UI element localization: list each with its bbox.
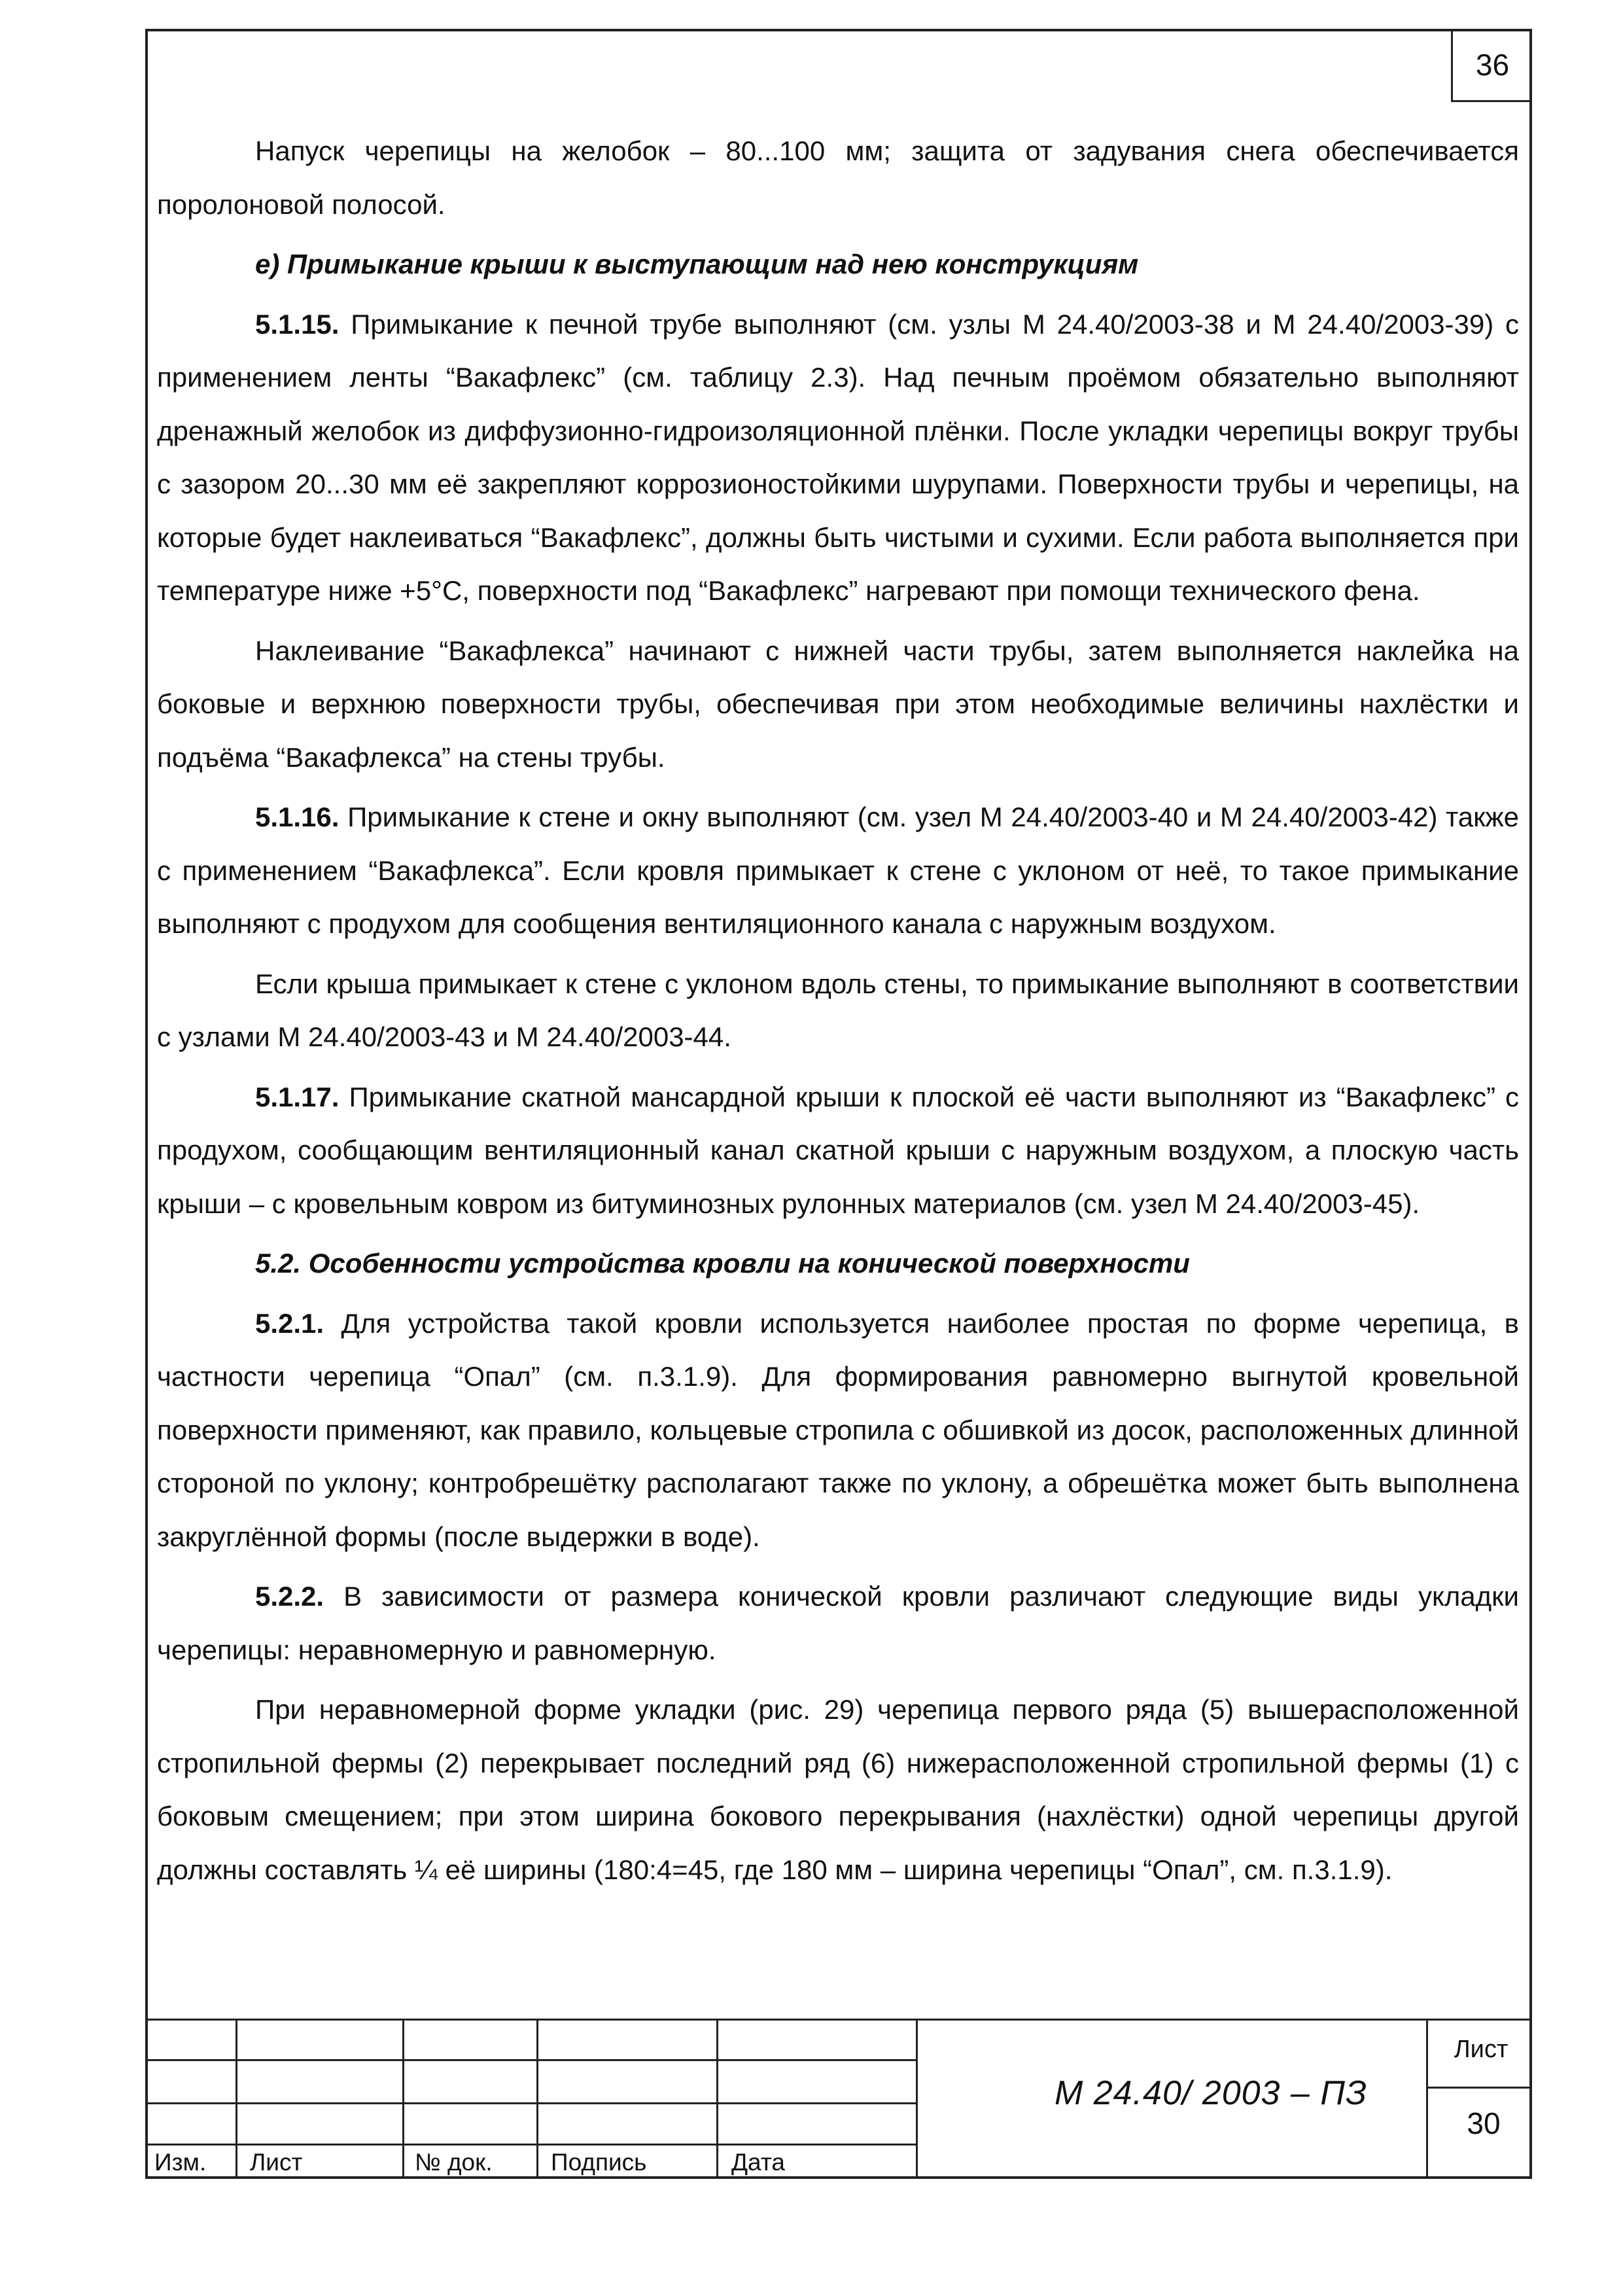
paragraph-5-2-2	[157, 1570, 1519, 1676]
title-block-rule	[236, 2019, 237, 2179]
title-block-rule	[145, 2059, 917, 2061]
sheet-number: 30	[1467, 2106, 1501, 2140]
sheet-label: Лист	[1454, 2036, 1509, 2063]
clause-number: 5.1.15.	[255, 308, 340, 340]
paragraph-5-1-17	[157, 1070, 1519, 1231]
clause-number: 5.1.17.	[255, 1081, 340, 1112]
col-doc-label: № док.	[415, 2149, 493, 2176]
clause-number: 5.2.2.	[255, 1581, 324, 1612]
heading-e: е) Примыкание крыши к выступающим над нею конструкциям	[255, 249, 1139, 279]
paragraph-9: При неравномерной форме укладки (рис. 29) черепица первого ряда (5) вышерасположенной стропильной фермы (2) перекрывает последний ряд (6) нижерасположенной стропильной фермы (1) с боковым смещением; при этом ширина бокового перекрывания (нахлёстки) одной черепицы другой должны составлять ¼ её ширины (180:4=45, где 180 мм – ширина черепицы “Опал”, см. п.3.1.9).	[157, 1694, 1519, 1885]
paragraph-1: Напуск черепицы на желобок – 80...100 мм; защита от задувания снега обеспечивается поролоновой полосой.	[157, 135, 1519, 220]
paragraph-5-1-16	[157, 790, 1519, 951]
clause-number: 5.2.1.	[255, 1307, 324, 1339]
paragraph-5-1-15	[157, 298, 1519, 618]
col-date-label: Дата	[731, 2149, 785, 2176]
paragraph-5: Если крыша примыкает к стене с уклоном вдоль стены, то примыкание выполняют в соответствии с узлами М 24.40/2003-43 и М 24.40/2003-44.	[157, 968, 1519, 1052]
page-number: 36	[1451, 29, 1532, 102]
document-body	[157, 124, 1519, 1896]
title-block-rule	[145, 2102, 917, 2104]
clause-text: В зависимости от размера конической кровли различают следующие виды укладки черепицы: неравномерную и равномерную.	[157, 1581, 1520, 1665]
clause-text: Примыкание к стене и окну выполняют (см. узел М 24.40/2003-40 и М 24.40/2003-42) также с применением “Вакафлекса”. Если кровля примыкает к стене с уклоном от неё, то такое примыкание выполняют с продухом для сообщения вентиляционного канала с наружным воздухом.	[157, 802, 1519, 939]
col-sign-label: Подпись	[551, 2149, 647, 2176]
title-block-rule	[536, 2019, 538, 2179]
heading-5-2: 5.2. Особенности устройства кровли на конической поверхности	[255, 1248, 1190, 1279]
title-block-rule	[916, 2019, 918, 2179]
paragraph-5-2-1	[157, 1297, 1519, 1564]
title-block-rule	[716, 2019, 718, 2179]
col-list-label: Лист	[250, 2149, 303, 2176]
title-block-rule	[145, 2019, 1532, 2021]
title-block	[145, 2019, 1532, 2179]
clause-text: Примыкание скатной мансардной крыши к плоской её части выполняют из “Вакафлекс” с продухом, сообщающим вентиляционный канал скатной крыши с наружным воздухом, а плоскую часть крыши – с кровельным ковром из битуминозных рулонных материалов (см. узел М 24.40/2003-45).	[157, 1081, 1519, 1219]
document-code: М 24.40/ 2003 – ПЗ	[1055, 2074, 1367, 2112]
clause-text: Для устройства такой кровли используется наиболее простая по форме черепица, в частности черепица “Опал” (см. п.3.1.9). Для формирования равномерно выгнутой кровельной поверхности применяют, как правило, кольцевые стропила с обшивкой из досок, расположенных длинной стороной по уклону; контробрешётку располагают также по уклону, а обрешётка может быть выполнена закруглённой формы (после выдержки в воде).	[157, 1307, 1519, 1552]
col-izm-label: Изм.	[154, 2149, 207, 2176]
paragraph-3: Наклеивание “Вакафлекса” начинают с нижней части трубы, затем выполняется наклейка на боковые и верхнюю поверхности трубы, обеспечивая при этом необходимые величины нахлёстки и подъёма “Вакафлекса” на стены трубы.	[157, 635, 1519, 773]
title-block-rule	[145, 2144, 917, 2146]
clause-number: 5.1.16.	[255, 802, 340, 832]
clause-text: Примыкание к печной трубе выполняют (см. узлы М 24.40/2003-38 и М 24.40/2003-39) с применением ленты “Вакафлекс” (см. таблицу 2.3). Над печным проёмом обязательно выполняют дренажный желобок из диффузионно-гидроизоляционной плёнки. После укладки черепицы вокруг трубы с зазором 20...30 мм её закрепляют коррозионостойкими шурупами. Поверхности трубы и черепицы, на которые будет наклеиваться “Вакафлекс”, должны быть чистыми и сухими. Если работа выполняется при температуре ниже +5°С, поверхности под “Вакафлекс” нагревают при помощи технического фена.	[157, 308, 1519, 606]
title-block-rule	[402, 2019, 404, 2179]
